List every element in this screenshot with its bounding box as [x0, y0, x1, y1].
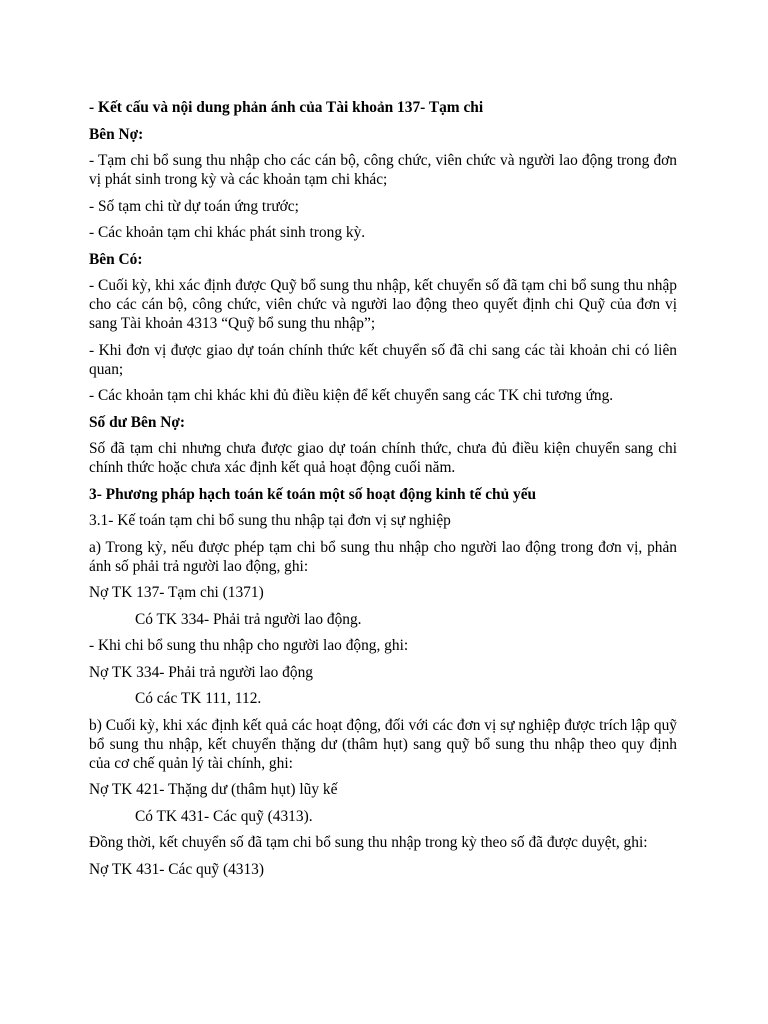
- paragraph: - Cuối kỳ, khi xác định được Quỹ bổ sung thu nhập, kết chuyển số đã tạm chi bổ sung thu nhập cho các cán bộ, công chức, viên chức và người lao động theo quyết định chi Quỹ của đơn vị sang Tài khoản 4313 “Quỹ bổ sung thu nhập”;: [89, 277, 677, 332]
- paragraph: b) Cuối kỳ, khi xác định kết quả các hoạt động, đối với các đơn vị sự nghiệp được trích lập quỹ bổ sung thu nhập, kết chuyển thặng dư (thâm hụt) sang quỹ bổ sung thu nhập theo quy định của cơ chế quản lý tài chính, ghi:: [89, 716, 677, 772]
- paragraph: - Các khoản tạm chi khác phát sinh trong kỳ.: [89, 224, 366, 241]
- heading-account-137: - Kết cấu và nội dung phản ánh của Tài khoản 137- Tạm chi: [89, 99, 484, 116]
- journal-entry-debit: Nợ TK 421- Thặng dư (thâm hụt) lũy kế: [89, 781, 338, 798]
- paragraph: a) Trong kỳ, nếu được phép tạm chi bổ sung thu nhập cho người lao động trong đơn vị, phản ánh số phải trả người lao động, ghi:: [89, 538, 677, 575]
- subheading-3-1: 3.1- Kế toán tạm chi bổ sung thu nhập tại đơn vị sự nghiệp: [89, 512, 451, 529]
- journal-entry-debit: Nợ TK 431- Các quỹ (4313): [89, 860, 264, 878]
- heading-debit-side: Bên Nợ:: [89, 125, 144, 143]
- journal-entry-debit: Nợ TK 137- Tạm chi (1371): [89, 584, 264, 601]
- paragraph: Số đã tạm chi nhưng chưa được giao dự toán chính thức, chưa đủ điều kiện chuyển sang chi chính thức hoặc chưa xác định kết quả hoạt động cuối năm.: [89, 440, 677, 476]
- paragraph: - Số tạm chi từ dự toán ứng trước;: [89, 197, 299, 215]
- paragraph: - Khi đơn vị được giao dự toán chính thức kết chuyển số đã chi sang các tài khoản chi có liên quan;: [89, 341, 677, 378]
- document-page: [89, 98, 677, 886]
- journal-entry-credit: Có TK 334- Phải trả người lao động.: [135, 610, 362, 628]
- paragraph: - Khi chi bổ sung thu nhập cho người lao động, ghi:: [89, 637, 409, 654]
- heading-section-3: 3- Phương pháp hạch toán kế toán một số hoạt động kinh tế chủ yếu: [89, 485, 537, 503]
- paragraph: Đồng thời, kết chuyển số đã tạm chi bổ sung thu nhập trong kỳ theo số đã được duyệt, ghi:: [89, 834, 648, 851]
- journal-entry-credit: Có các TK 111, 112.: [135, 690, 262, 707]
- journal-entry-credit: Có TK 431- Các quỹ (4313).: [135, 807, 313, 825]
- paragraph: - Tạm chi bổ sung thu nhập cho các cán bộ, công chức, viên chức và người lao động trong đơn vị phát sinh trong kỳ và các khoản tạm chi khác;: [89, 152, 677, 188]
- journal-entry-debit: Nợ TK 334- Phải trả người lao động: [89, 663, 313, 681]
- heading-debit-balance: Số dư Bên Nợ:: [89, 413, 186, 431]
- heading-credit-side: Bên Có:: [89, 250, 143, 268]
- paragraph: - Các khoản tạm chi khác khi đủ điều kiện để kết chuyển sang các TK chi tương ứng.: [89, 387, 614, 404]
